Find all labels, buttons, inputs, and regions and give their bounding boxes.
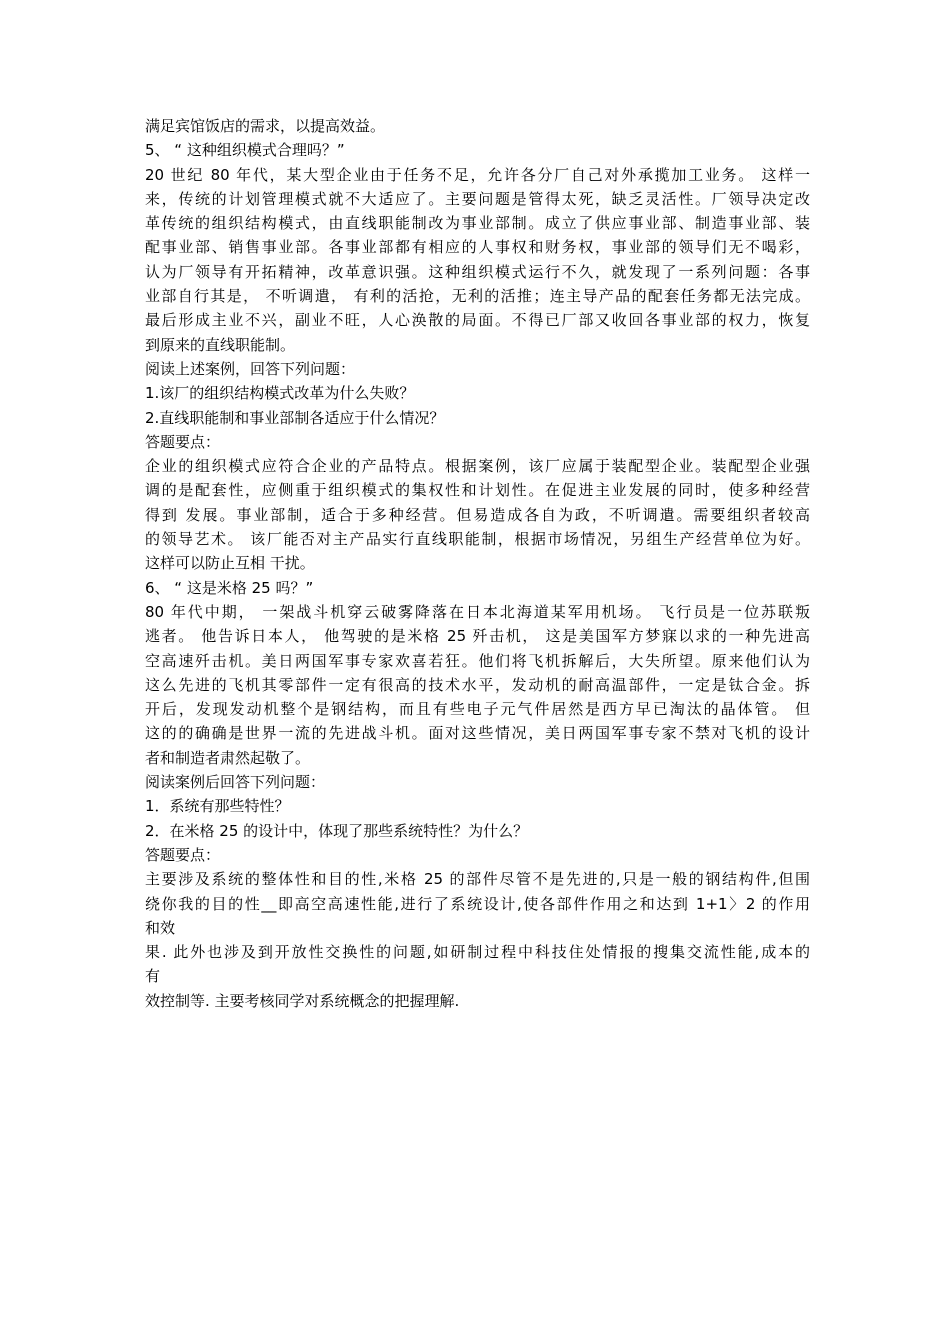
text-line: 和效	[145, 918, 176, 937]
text-line: 的领导艺术。 该厂能否对主产品实行直线职能制，根据市场情况，另组生产经营单位为好。	[145, 530, 810, 549]
text-line: 1.该厂的组织结构模式改革为什么失败？	[145, 384, 415, 403]
text-line: 空高速歼击机。美日两国军事专家欢喜若狂。他们将飞机拆解后，大失所望。原来他们认为	[145, 651, 810, 670]
text-line: 这么先进的飞机其零部件一定有很高的技术水平，发动机的耐高温部件，一定是钛合金。拆	[145, 675, 810, 694]
text-line: 果. 此外也涉及到开放性交换性的问题,如研制过程中科技住处情报的搜集交流性能,成本的	[145, 943, 810, 962]
text-line: 配事业部、销售事业部。各事业部都有相应的人事权和财务权，事业部的领导们无不喝彩，	[145, 238, 810, 257]
text-line: 得到 发展。事业部制，适合于多种经营。但易造成各自为政，不听调遣。需要组织者较高	[145, 505, 810, 524]
text-line: 答题要点：	[145, 432, 221, 451]
text-line: 逃者。 他告诉日本人， 他驾驶的是米格 25 歼击机， 这是美国军方梦寐以求的一种先进高	[145, 627, 810, 646]
text-line: 来，传统的计划管理模式就不大适应了。主要问题是管得太死，缺乏灵活性。厂领导决定改	[145, 189, 810, 208]
text-line: 这样可以防止互相 干扰。	[145, 554, 315, 573]
document-body	[145, 114, 810, 1013]
text-line: 绕你我的目的性__即高空高速性能,进行了系统设计,使各部件作用之和达到 1+1〉2 的作用	[145, 894, 810, 913]
text-line: 到原来的直线职能制。	[145, 335, 296, 354]
text-line: 者和制造者肃然起敬了。	[145, 748, 311, 767]
text-line: 开后，发现发动机整个是钢结构，而且有些电子元气件居然是西方早已淘汰的晶体管。 但	[145, 700, 810, 719]
text-line: 满足宾馆饭店的需求，以提高效益。	[145, 117, 386, 135]
text-line: 有	[145, 967, 161, 986]
text-line: 2．在米格 25 的设计中，体现了那些系统特性？为什么？	[145, 821, 529, 840]
text-line: 业部自行其是， 不听调遣， 有利的活抢，无利的活推；连主导产品的配套任务都无法完成。	[145, 287, 810, 306]
text-line: 答题要点：	[145, 845, 221, 864]
text-line: 阅读案例后回答下列问题：	[145, 773, 326, 792]
text-line: 80 年代中期， 一架战斗机穿云破雾降落在日本北海道某军用机场。 飞行员是一位苏联叛	[145, 602, 810, 621]
text-line: 阅读上述案例，回答下列问题：	[145, 359, 356, 378]
text-line: 认为厂领导有开拓精神，改革意识强。这种组织模式运行不久，就发现了一系列问题：各事	[145, 262, 810, 281]
text-line: 企业的组织模式应符合企业的产品特点。根据案例，该厂应属于装配型企业。装配型企业强	[145, 457, 810, 476]
text-line: 主要涉及系统的整体性和目的性,米格 25 的部件尽管不是先进的,只是一般的钢结构件,但围	[145, 870, 810, 889]
text-line: 20 世纪 80 年代，某大型企业由于任务不足，允许各分厂自己对外承揽加工业务。 这样一	[145, 165, 810, 184]
text-line: 革传统的组织结构模式，由直线职能制改为事业部制。成立了供应事业部、制造事业部、装	[145, 214, 810, 233]
text-line: 2.直线职能制和事业部制各适应于什么情况？	[145, 408, 445, 427]
text-line: 效控制等. 主要考核同学对系统概念的把握理解.	[145, 991, 460, 1010]
text-line: 最后形成主业不兴，副业不旺，人心涣散的局面。不得已厂部又收回各事业部的权力，恢复	[145, 311, 810, 330]
text-line: 1．系统有那些特性？	[145, 797, 290, 816]
text-line: 6、 “ 这是米格 25 吗？”	[145, 578, 314, 597]
text-line: 5、 “ 这种组织模式合理吗？”	[145, 141, 345, 160]
text-line: 调的是配套性，应侧重于组织模式的集权性和计划性。在促进主业发展的同时，使多种经营	[145, 481, 810, 500]
text-line: 这的的确确是世界一流的先进战斗机。面对这些情况，美日两国军事专家不禁对飞机的设计	[145, 724, 810, 743]
